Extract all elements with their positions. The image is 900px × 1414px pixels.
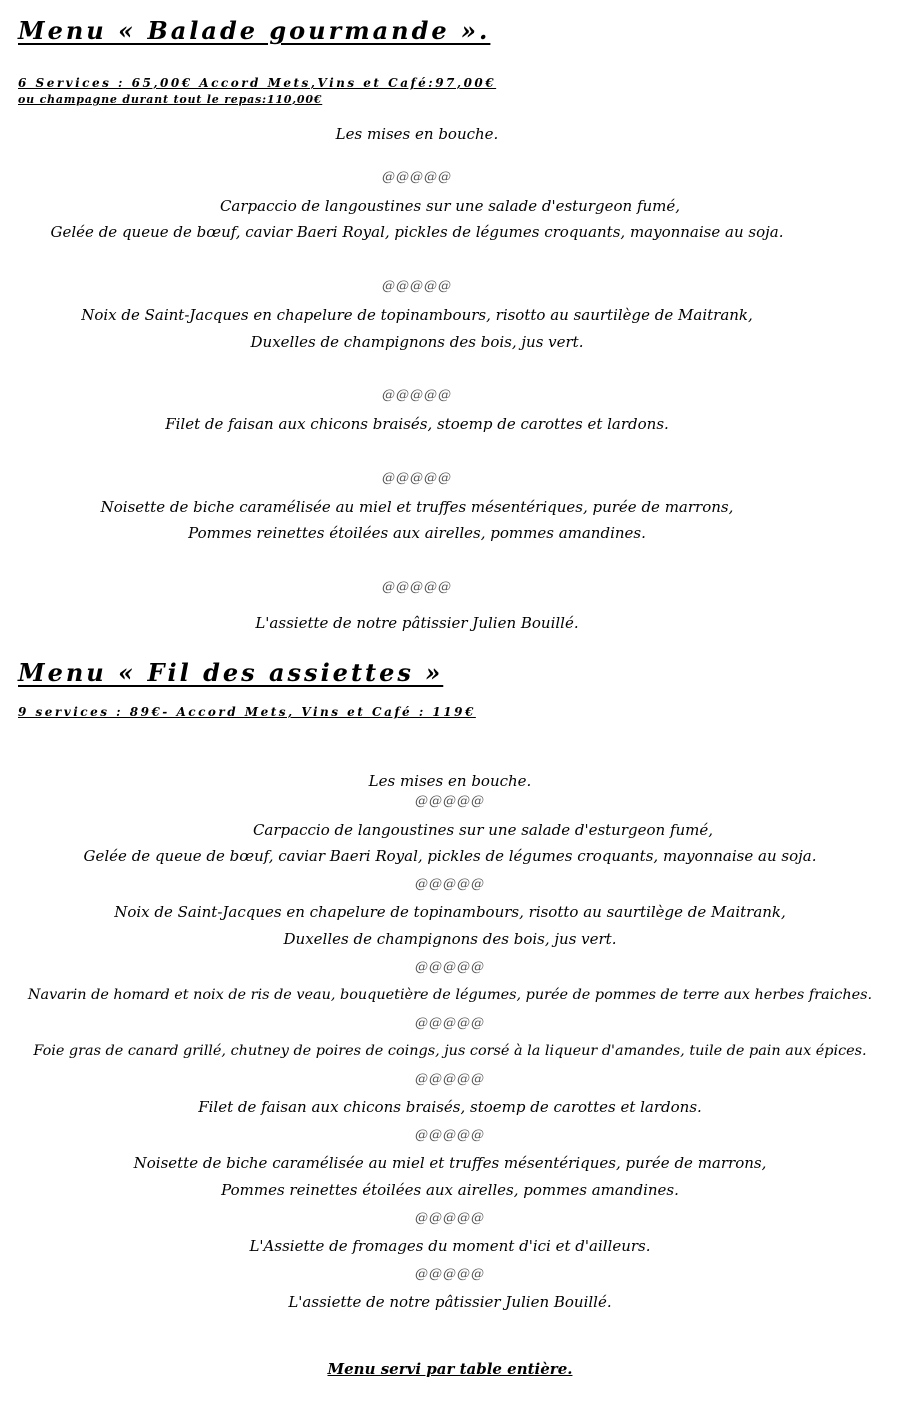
ornament-divider: @@@@@ — [382, 388, 452, 403]
ornament-divider: @@@@@ — [382, 279, 452, 294]
menu2-course: Navarin de homard et noix de ris de veau, bouquetière de légumes, purée de pommes de terre aux herbes fraiches. — [27, 987, 873, 1003]
menu2-course: Les mises en bouche. — [368, 772, 532, 790]
ornament-divider: @@@@@ — [415, 1016, 485, 1031]
menu1-course: Les mises en bouche. — [335, 125, 499, 143]
menu2-course: Duxelles de champignons des bois, jus vert. — [283, 930, 617, 948]
menu2-course: Pommes reinettes étoilées aux airelles, pommes amandines. — [221, 1181, 679, 1199]
ornament-divider: @@@@@ — [382, 471, 452, 486]
menu1-price-line-2: ou champagne durant tout le repas:110,00€ — [18, 93, 323, 106]
menu2-course: Noisette de biche caramélisée au miel et truffes mésentériques, purée de marrons, — [133, 1154, 767, 1172]
menu2-course: L'Assiette de fromages du moment d'ici et d'ailleurs. — [249, 1237, 651, 1255]
menu2-course: Gelée de queue de bœuf, caviar Baeri Royal, pickles de légumes croquants, mayonnaise au soja. — [83, 847, 817, 865]
menu1-course: Filet de faisan aux chicons braisés, stoemp de carottes et lardons. — [165, 415, 669, 433]
menu2-price-line: 9 services : 89€- Accord Mets, Vins et Café : 119€ — [18, 705, 476, 719]
menu1-title: Menu « Balade gourmande ». — [18, 16, 491, 45]
menu1-price-line: 6 Services : 65,00€ Accord Mets,Vins et Café:97,00€ — [18, 76, 497, 90]
menu1-course: L'assiette de notre pâtissier Julien Bouillé. — [255, 614, 579, 632]
menu1-course: Noisette de biche caramélisée au miel et truffes mésentériques, purée de marrons, — [100, 498, 734, 516]
ornament-divider: @@@@@ — [415, 1128, 485, 1143]
menu2-course: Noix de Saint-Jacques en chapelure de topinambours, risotto au saurtilège de Maitrank, — [114, 903, 786, 921]
ornament-divider: @@@@@ — [382, 580, 452, 595]
ornament-divider: @@@@@ — [415, 1211, 485, 1226]
menu1-course: Pommes reinettes étoilées aux airelles, pommes amandines. — [188, 524, 646, 542]
ornament-divider: @@@@@ — [415, 1072, 485, 1087]
ornament-divider: @@@@@ — [415, 960, 485, 975]
menu2-course: Filet de faisan aux chicons braisés, stoemp de carottes et lardons. — [198, 1098, 702, 1116]
menu2-course: L'assiette de notre pâtissier Julien Bouillé. — [288, 1293, 612, 1311]
menu1-course: Carpaccio de langoustines sur une salade d'esturgeon fumé, — [219, 197, 681, 215]
ornament-divider: @@@@@ — [415, 1267, 485, 1282]
ornament-divider: @@@@@ — [415, 794, 485, 809]
menu2-course: Carpaccio de langoustines sur une salade d'esturgeon fumé, — [252, 821, 714, 839]
menu1-course: Duxelles de champignons des bois, jus vert. — [250, 333, 584, 351]
footer-note: Menu servi par table entière. — [327, 1360, 573, 1378]
ornament-divider: @@@@@ — [415, 877, 485, 892]
menu2-title: Menu « Fil des assiettes » — [18, 658, 444, 687]
ornament-divider: @@@@@ — [382, 170, 452, 185]
menu2-course: Foie gras de canard grillé, chutney de poires de coings, jus corsé à la liqueur d'amandes, tuile de pain aux épices. — [33, 1043, 867, 1059]
menu1-course: Gelée de queue de bœuf, caviar Baeri Royal, pickles de légumes croquants, mayonnaise au soja. — [50, 223, 784, 241]
menu1-course: Noix de Saint-Jacques en chapelure de topinambours, risotto au saurtilège de Maitrank, — [81, 306, 753, 324]
